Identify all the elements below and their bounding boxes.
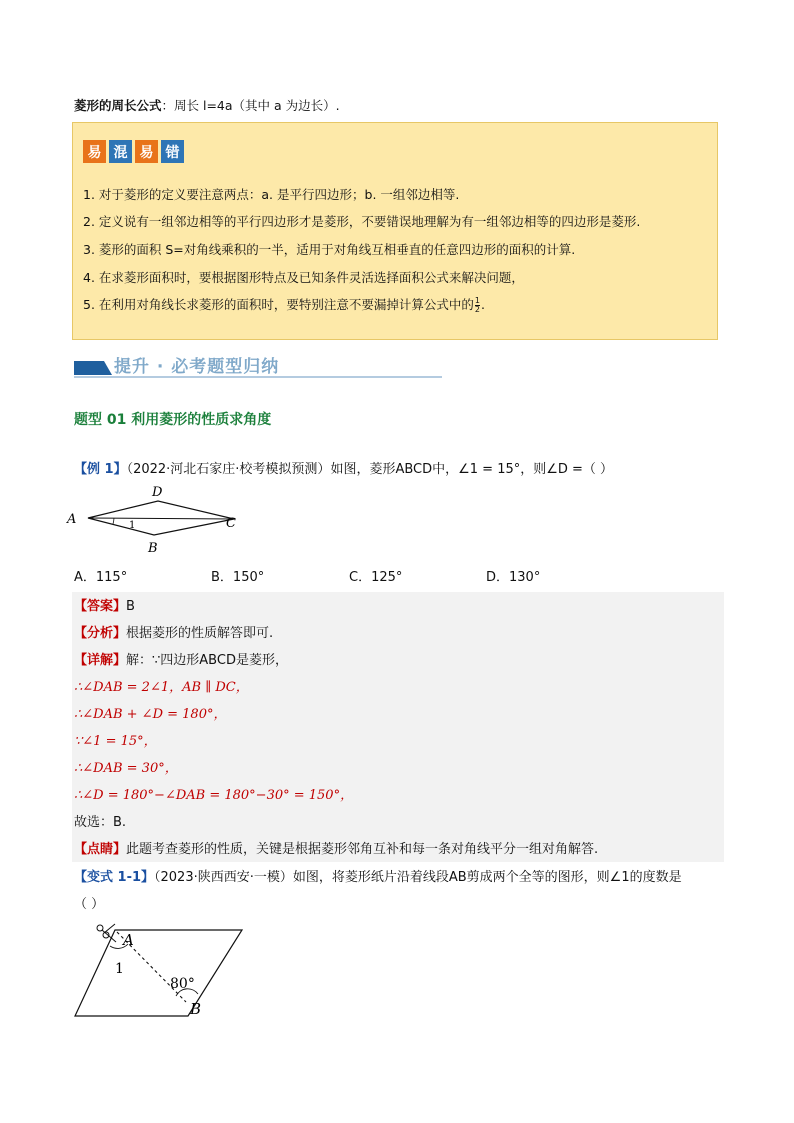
label-angle-1: 1 — [129, 520, 136, 531]
label-a: A — [123, 931, 134, 949]
variant-1-1-tag: 【变式 1-1】 — [74, 870, 155, 885]
label-b: B — [190, 1000, 202, 1018]
badge-cuo: 错 — [161, 140, 184, 163]
example-1-tag: 【例 1】 — [74, 462, 127, 477]
label-a: A — [67, 512, 77, 527]
step-4: ∴∠DAB = 30°， — [74, 761, 178, 776]
detail-line — [74, 649, 288, 668]
variant-1-1-stem — [74, 866, 682, 885]
section-heading-title: 提升 · 必考题型归纳 — [114, 357, 280, 377]
answer-tag: 【答案】 — [74, 599, 127, 614]
detail-first-text: 解：∵四边形ABCD是菱形， — [126, 653, 288, 668]
comment-text: 此题考查菱形的性质，关键是根据菱形邻角互补和每一条对角线平分一组对角解答. — [126, 842, 599, 857]
answer-line — [74, 595, 135, 614]
variant-1-1-source: （2023·陕西西安·一模） — [154, 870, 293, 885]
label-angle-80: 80° — [170, 976, 195, 992]
comment-line — [74, 838, 598, 857]
label-angle-1: 1 — [115, 961, 124, 977]
mistake-item-5-tail: . — [481, 297, 485, 312]
one-half-fraction — [475, 297, 480, 314]
section-heading — [74, 351, 442, 379]
label-b: B — [148, 541, 158, 556]
rhombus-abcd-figure — [64, 481, 254, 556]
step-2: ∴∠DAB + ∠D = 180°， — [74, 707, 227, 722]
badge-yi-1: 易 — [83, 140, 106, 163]
step-1: ∴∠DAB = 2∠1，AB ∥ DC， — [74, 680, 249, 695]
mistake-item-2: 2. 定义说有一组邻边相等的平行四边形才是菱形，不要错误地理解为有一组邻边相等的四边形是菱形. — [83, 214, 641, 229]
choice-d[interactable]: D．130° — [486, 570, 541, 585]
rhombus-cut-figure — [70, 920, 270, 1020]
perimeter-formula-label: 菱形的周长公式 — [74, 98, 162, 113]
choice-b[interactable]: B．150° — [211, 570, 265, 585]
label-d: D — [152, 485, 163, 500]
mistake-item-4: 4. 在求菱形面积时，要根据图形特点及已知条件灵活选择面积公式来解决问题， — [83, 270, 524, 285]
analysis-line — [74, 622, 273, 641]
rhombus-paper-outline — [75, 930, 242, 1016]
perimeter-formula-text: ：周长 l=4a（其中 a 为边长）. — [161, 98, 340, 113]
comment-tag: 【点睛】 — [74, 842, 127, 857]
common-mistakes-badges — [83, 140, 184, 163]
example-1-stem — [74, 458, 613, 477]
angle-1-arc — [113, 518, 114, 524]
common-mistakes-box — [72, 122, 718, 340]
fraction-denominator: 2 — [474, 305, 480, 314]
mistake-item-1: 1. 对于菱形的定义要注意两点：a. 是平行四边形；b. 一组邻边相等. — [83, 187, 460, 202]
choose-line: 故选：B. — [74, 815, 127, 830]
mistake-item-5-text: 5. 在利用对角线长求菱形的面积时，要特别注意不要漏掉计算公式中的 — [83, 297, 474, 312]
variant-1-1-bracket: （ ） — [74, 897, 105, 912]
answer-value: B — [126, 599, 135, 614]
example-1-text: 如图，菱形ABCD中，∠1 = 15°，则∠D =（ ） — [330, 462, 614, 477]
choice-a[interactable]: A．115° — [74, 570, 128, 585]
diagonal-ac — [88, 518, 234, 519]
variant-1-1-text: 如图，将菱形纸片沿着线段AB剪成两个全等的图形，则∠1的度数是 — [292, 870, 682, 885]
analysis-tag: 【分析】 — [74, 626, 127, 641]
detail-tag: 【详解】 — [74, 653, 127, 668]
question-type-heading: 题型 01 利用菱形的性质求角度 — [74, 412, 272, 428]
mistake-item-5 — [83, 295, 485, 314]
mistake-item-3: 3. 菱形的面积 S=对角线乘积的一半，适用于对角线互相垂直的任意四边形的面积的计算. — [83, 242, 576, 257]
perimeter-formula — [74, 96, 340, 114]
example-1-source: （2022·河北石家庄·校考模拟预测） — [126, 462, 331, 477]
fraction-numerator: 1 — [474, 296, 480, 305]
analysis-text: 根据菱形的性质解答即可. — [126, 626, 274, 641]
label-c: C — [226, 516, 236, 531]
choice-c[interactable]: C．125° — [349, 570, 403, 585]
badge-hun: 混 — [109, 140, 132, 163]
step-3: ∵∠1 = 15°， — [74, 734, 157, 749]
badge-yi-2: 易 — [135, 140, 158, 163]
step-5: ∴∠D = 180°−∠DAB = 180°−30° = 150°， — [74, 788, 354, 803]
